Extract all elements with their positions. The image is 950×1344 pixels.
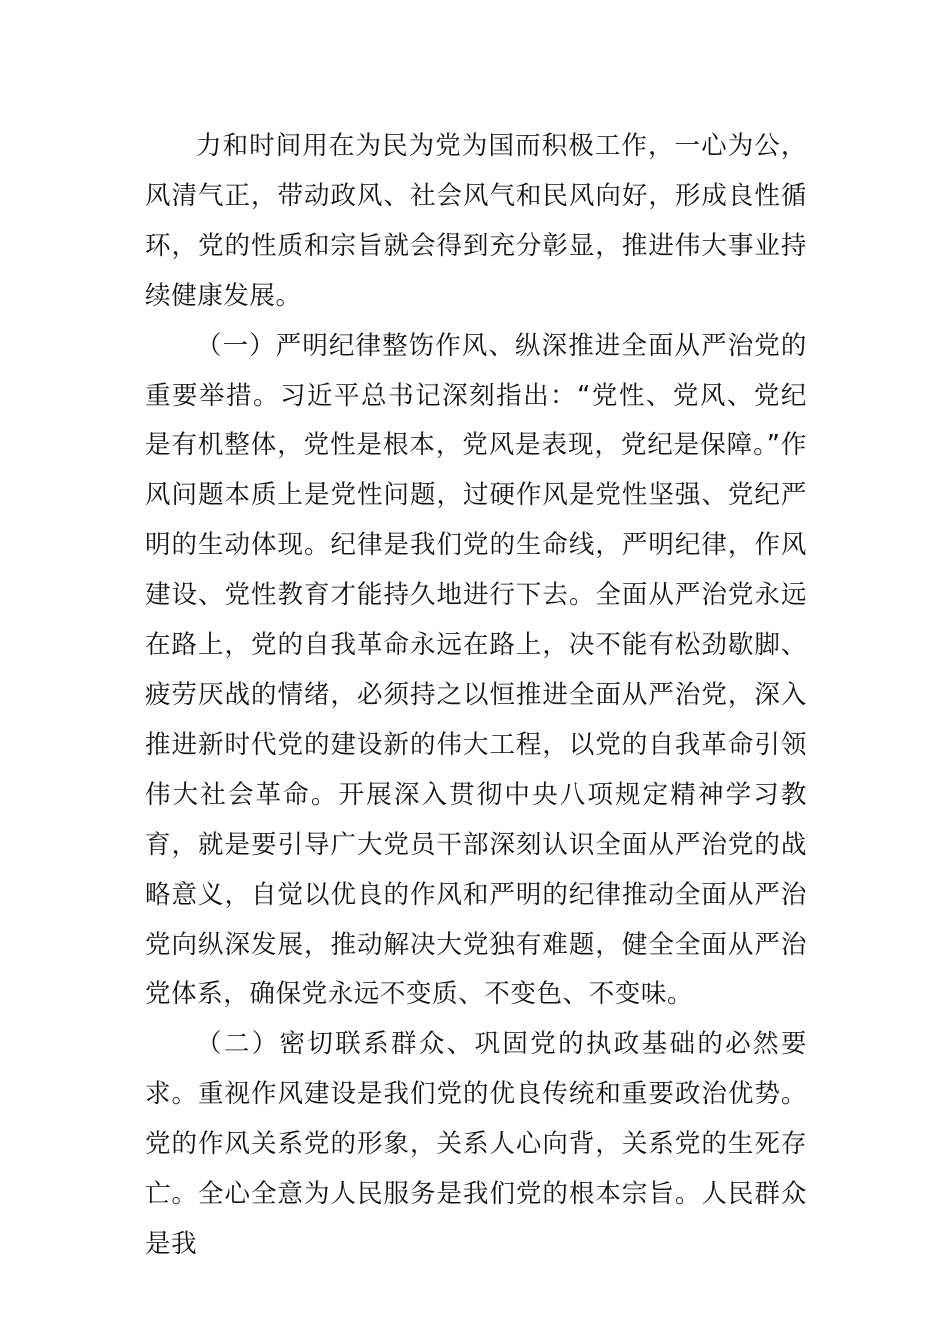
paragraph-section-two: （二）密切联系群众、巩固党的执政基础的必然要求。重视作风建设是我们党的优良传统和重要政治优势。党的作风关系党的形象，关系人心向背，关系党的生死存亡。全心全意为人民服务是我们党的根本宗旨。人民群众是我: [145, 1029, 807, 1259]
paragraph-section-one: （一）严明纪律整饬作风、纵深推进全面从严治党的重要举措。习近平总书记深刻指出：“党性、党风、党纪是有机整体，党性是根本，党风是表现，党纪是保障。”作风问题本质上是党性问题，过硬作风是党性坚强、党纪严明的生动体现。纪律是我们党的生命线，严明纪律，作风建设、党性教育才能持久地进行下去。全面从严治党永远在路上，党的自我革命永远在路上，决不能有松劲歇脚、疲劳厌战的情绪，必须持之以恒推进全面从严治党，深入推进新时代党的建设新的伟大工程，以党的自我革命引领伟大社会革命。开展深入贯彻中央八项规定精神学习教育，就是要引导广大党员干部深刻认识全面从严治党的战略意义，自觉以优良的作风和严明的纪律推动全面从严治党向纵深发展，推动解决大党独有难题，健全全面从严治党体系，确保党永远不变质、不变色、不变味。: [145, 330, 807, 1010]
document-page: [145, 122, 807, 1270]
paragraph-continuation: 力和时间用在为民为党为国而积极工作，一心为公，风清气正，带动政风、社会风气和民风向好，形成良性循环，党的性质和宗旨就会得到充分彰显，推进伟大事业持续健康发展。: [145, 131, 807, 311]
